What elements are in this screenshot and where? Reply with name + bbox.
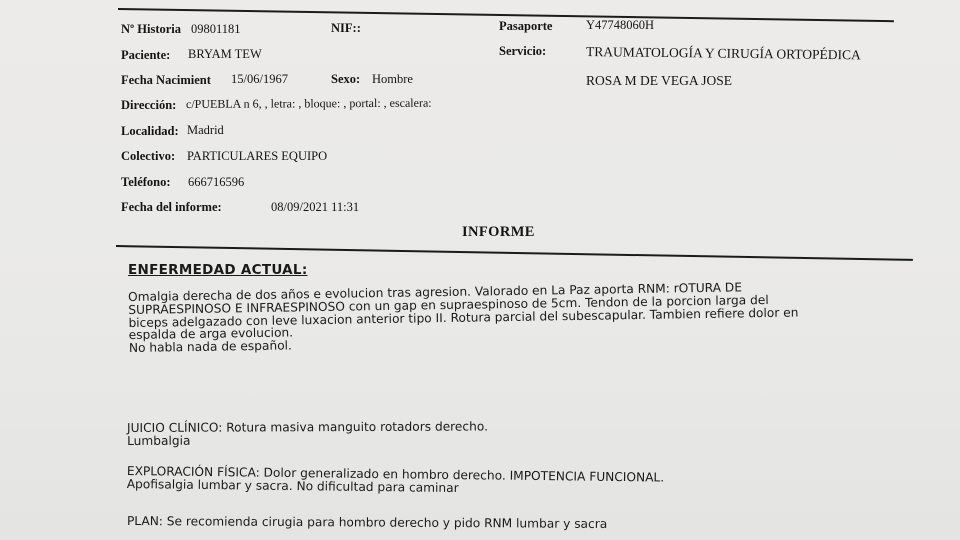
colectivo-label: Colectivo:	[121, 149, 176, 163]
nacimiento-label: Fecha Nacimient	[121, 73, 211, 87]
report-title: INFORME	[462, 224, 535, 240]
direccion-value: c/PUEBLA n 6, , letra: , bloque: , portal: , escalera:	[185, 95, 432, 111]
servicio-label: Servicio:	[499, 44, 547, 58]
fecha-informe-value: 08/09/2021 11:31	[271, 200, 360, 214]
direccion-label: Dirección:	[121, 98, 177, 112]
fecha-informe-label: Fecha del informe:	[121, 200, 222, 214]
localidad-label: Localidad:	[121, 124, 179, 138]
telefono-value: 666716596	[188, 175, 245, 189]
historia-label: Nº Historia	[121, 22, 182, 36]
section-enfermedad-title: ENFERMEDAD ACTUAL:	[128, 262, 308, 278]
informe-rule	[116, 245, 913, 261]
telefono-label: Teléfono:	[121, 175, 171, 189]
sexo-label: Sexo:	[331, 72, 361, 86]
paciente-label: Paciente:	[121, 48, 171, 62]
plan-paragraph: PLAN: Se recomienda cirugia para hombro derecho y pido RNM lumbar y sacra	[126, 514, 608, 531]
paciente-value: BRYAM TEW	[188, 47, 262, 61]
historia-value: 09801181	[191, 22, 241, 36]
exploracion-paragraph: EXPLORACIÓN FÍSICA: Dolor generalizado en hombro derecho. IMPOTENCIA FUNCIONAL. Apofisalgia lumbar y sacra. No dificultad para caminar	[126, 464, 665, 495]
juicio-paragraph: JUICIO CLÍNICO: Rotura masiva manguito rotadors derecho. Lumbalgia	[126, 419, 488, 448]
nacimiento-value: 15/06/1967	[231, 72, 288, 86]
header-cut-text	[408, 0, 516, 6]
nif-label: NIF::	[331, 21, 361, 35]
servicio-value: TRAUMATOLOGÍA Y CIRUGÍA ORTOPÉDICA	[585, 44, 861, 63]
sexo-value: Hombre	[372, 72, 413, 86]
enfermedad-paragraph: Omalgia derecha de dos años e evolucion tras agresion. Valorado en La Paz aporta RNM: rOTURA DE SUPRAESPINOSO E INFRAESPINOSO con un gap en supraespinoso de 5cm. Tendon de la porcion larga del biceps adelgazado con leve luxacion anterior tipo II. Rotura parcial del subescapular. Tambien refiere dolor en espalda de arga evolucion. No habla nada de español.	[127, 280, 799, 356]
colectivo-value: PARTICULARES EQUIPO	[187, 149, 328, 163]
pasaporte-label: Pasaporte	[499, 19, 553, 33]
doctor-value: ROSA M DE VEGA JOSE	[586, 73, 733, 88]
localidad-value: Madrid	[187, 123, 224, 137]
pasaporte-value: Y47748060H	[586, 18, 655, 32]
